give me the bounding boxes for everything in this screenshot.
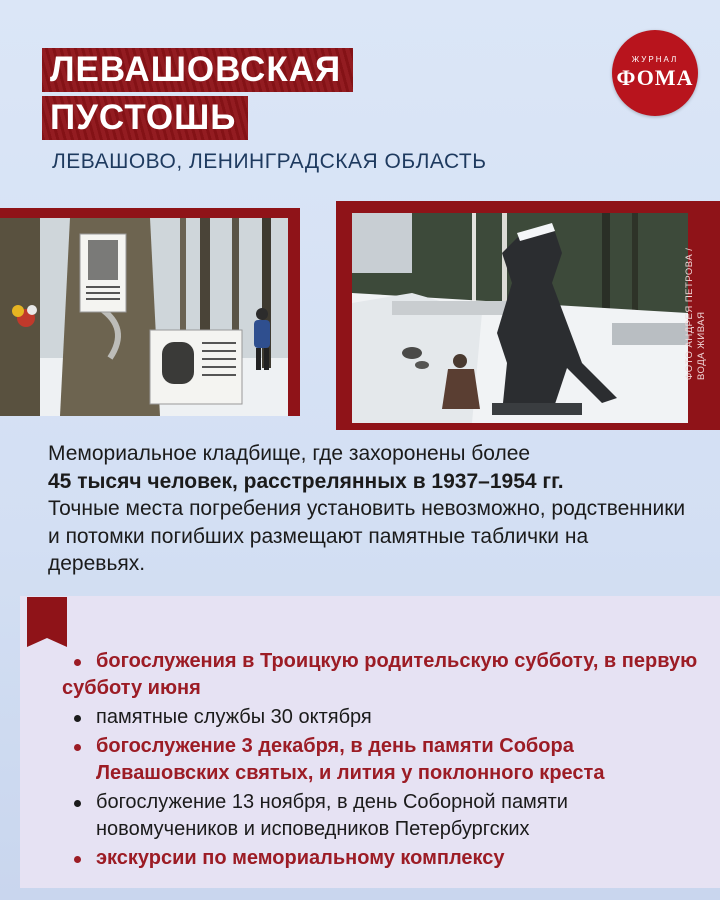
title-block <box>42 48 353 144</box>
photo-credit-line-1: ФОТО АНДРЕЯ ПЕТРОВА / <box>684 247 695 380</box>
bullet-icon <box>74 715 81 722</box>
event-text: богослужения в Троицкую родительскую субботу, в первую субботу июня <box>62 650 698 699</box>
event-text: экскурсии по мемориальному комплексу <box>96 847 505 869</box>
photo-monument <box>336 201 720 430</box>
event-text: памятные службы 30 октября <box>96 706 372 728</box>
logo-main-text: ФОМА <box>616 65 694 90</box>
events-list <box>62 648 702 874</box>
list-item <box>62 789 702 843</box>
page-title-line-1: ЛЕВАШОВСКАЯ <box>42 48 353 92</box>
trees-with-plaques-illustration <box>0 218 288 416</box>
list-item <box>62 704 702 731</box>
logo-top-text: ЖУРНАЛ <box>631 55 679 64</box>
bullet-icon <box>74 744 81 751</box>
list-item <box>62 845 702 872</box>
intro-text-1: Мемориальное кладбище, где захоронены более <box>48 442 531 465</box>
photo-credit <box>684 220 708 380</box>
location-subtitle: ЛЕВАШОВО, ЛЕНИНГРАДСКАЯ ОБЛАСТЬ <box>52 150 487 173</box>
foma-logo <box>612 30 698 116</box>
intro-text-2: Точные места погребения установить невозможно, родственники и потомки погибших размещают памятные таблички на деревьях. <box>48 497 686 575</box>
event-text: богослужение 13 ноября, в день Соборной памяти новомучеников и исповедников Петербургских <box>96 791 568 840</box>
bullet-icon <box>74 800 81 807</box>
bullet-icon <box>74 659 81 666</box>
monument-in-snow-illustration <box>352 213 688 423</box>
photo-credit-line-2: ВОДА ЖИВАЯ <box>696 311 707 380</box>
list-item <box>62 648 702 702</box>
bullet-icon <box>74 856 81 863</box>
photo-memorial-plaques <box>0 208 300 416</box>
page-title-line-2: ПУСТОШЬ <box>42 96 248 140</box>
list-item <box>62 733 702 787</box>
intro-bold-figure: 45 тысяч человек, расстрелянных в 1937–1954 гг. <box>48 469 564 493</box>
intro-paragraph <box>48 440 688 578</box>
event-text: богослужение 3 декабря, в день памяти Собора Левашовских святых, и лития у поклонного креста <box>96 735 605 784</box>
